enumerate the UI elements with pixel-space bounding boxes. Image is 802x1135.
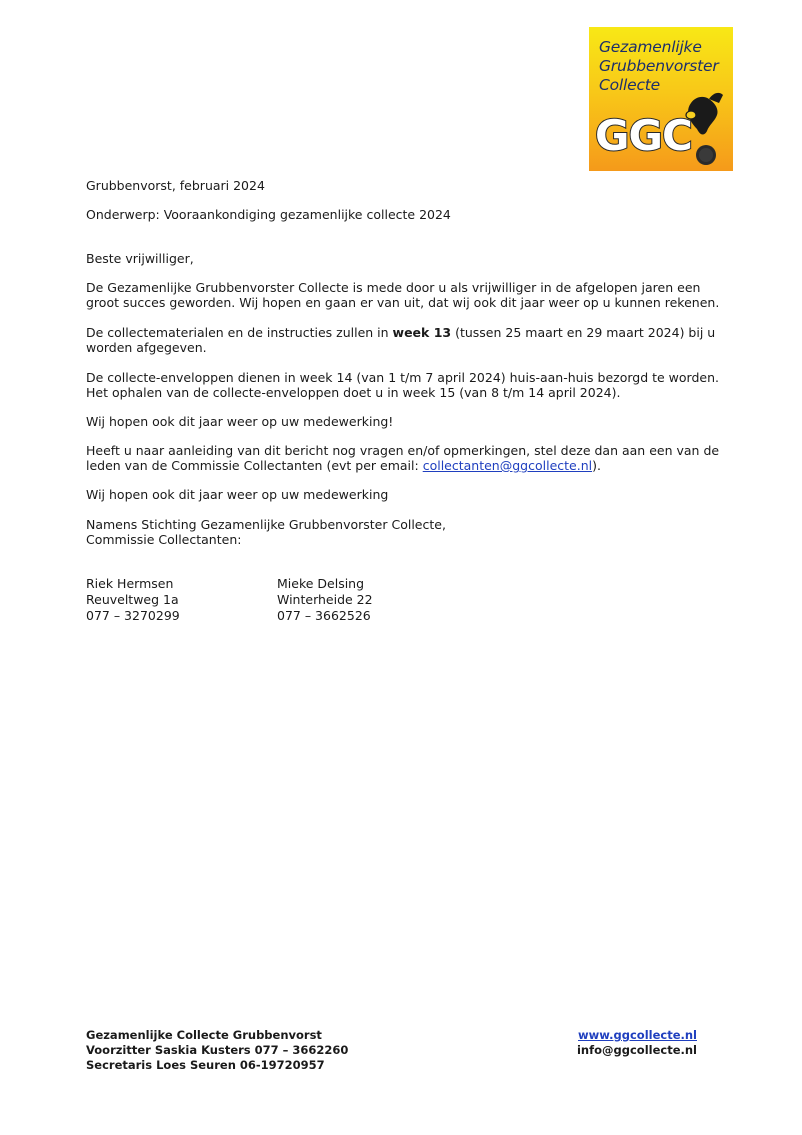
contact-address: Winterheide 22 — [277, 592, 373, 607]
paragraph-2-text-pre: De collectematerialen en de instructies zullen in — [86, 325, 393, 340]
place-date: Grubbenvorst, februari 2024 — [86, 178, 265, 193]
paragraph-2-line-2: worden afgegeven. — [86, 340, 207, 355]
logo-text-line2: Grubbenvorster — [599, 57, 719, 75]
subject-line: Onderwerp: Vooraankondiging gezamenlijke collecte 2024 — [86, 207, 451, 222]
email-link[interactable]: collectanten@ggcollecte.nl — [422, 458, 593, 473]
footer-organization: Gezamenlijke Collecte Grubbenvorst — [86, 1028, 322, 1042]
organization-logo — [589, 27, 733, 171]
contact-name: Riek Hermsen — [86, 576, 174, 591]
footer-chair: Voorzitter Saskia Kusters 077 – 3662260 — [86, 1043, 349, 1057]
paragraph-3-line-1: De collecte-enveloppen dienen in week 14 (van 1 t/m 7 april 2024) huis-aan-huis bezorgd te worden. — [86, 370, 719, 385]
paragraph-5-line-1: Heeft u naar aanleiding van dit bericht nog vragen en/of opmerkingen, stel deze dan aan een van de — [86, 443, 720, 458]
contact-address: Reuveltweg 1a — [86, 592, 179, 607]
footer-website-link[interactable]: www.ggcollecte.nl — [578, 1028, 697, 1042]
paragraph-1-line-2: groot succes geworden. Wij hopen en gaan er van uit, dat wij ook dit jaar weer op u kunnen rekenen. — [86, 295, 720, 310]
footer-secretary: Secretaris Loes Seuren 06-19720957 — [86, 1058, 325, 1072]
paragraph-5-text-pre: leden van de Commissie Collectanten (evt per email: — [86, 458, 423, 473]
contact-1 — [86, 576, 180, 624]
paragraph-6: Wij hopen ook dit jaar weer op uw medewerking — [86, 487, 389, 502]
paragraph-5-line-2 — [86, 458, 601, 474]
paragraph-3-line-2: Het ophalen van de collecte-enveloppen doet u in week 15 (van 8 t/m 14 april 2024). — [86, 385, 621, 400]
contact-phone: 077 – 3270299 — [86, 608, 180, 623]
week-highlight: week 13 — [392, 325, 452, 340]
logo-text-line1: Gezamenlijke — [599, 38, 702, 56]
closing-line-1: Namens Stichting Gezamenlijke Grubbenvorster Collecte, — [86, 517, 446, 532]
contact-phone: 077 – 3662526 — [277, 608, 371, 623]
contact-2 — [277, 576, 373, 624]
logo-text-line3: Collecte — [599, 76, 660, 94]
paragraph-4: Wij hopen ook dit jaar weer op uw medewerking! — [86, 414, 394, 429]
salutation: Beste vrijwilliger, — [86, 251, 194, 266]
contact-name: Mieke Delsing — [277, 576, 365, 591]
logo-ggc-mark: GGC — [595, 111, 692, 160]
footer-email: info@ggcollecte.nl — [576, 1043, 697, 1057]
paragraph-2-line-1 — [86, 325, 715, 341]
closing-line-2: Commissie Collectanten: — [86, 532, 242, 547]
paragraph-1-line-1: De Gezamenlijke Grubbenvorster Collecte is mede door u als vrijwilliger in de afgelopen jaren een — [86, 280, 701, 295]
paragraph-2-text-post: (tussen 25 maart en 29 maart 2024) bij u — [451, 325, 716, 340]
paragraph-5-text-post: ). — [592, 458, 601, 473]
